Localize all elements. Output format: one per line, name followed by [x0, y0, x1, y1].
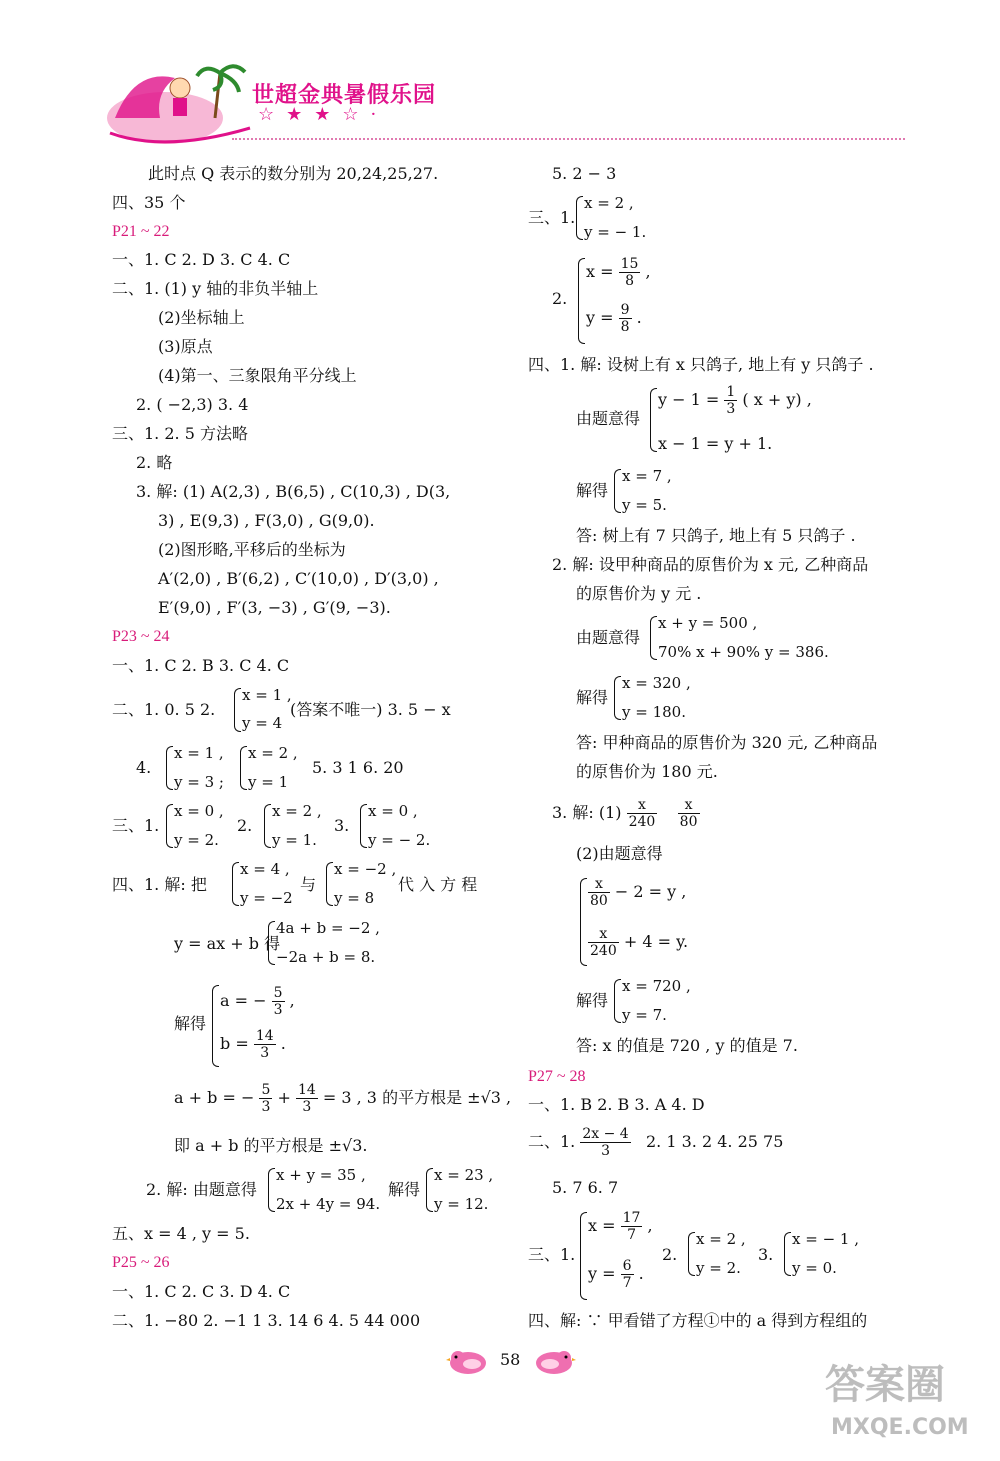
equation: y = −2 [240, 889, 293, 907]
text-line: 四、1. 解: 设树上有 x 只鸽子, 地上有 y 只鸽子 . [528, 355, 874, 374]
equation: y = 7. [622, 1006, 667, 1024]
denominator: 7 [622, 1275, 632, 1292]
text-line: 2. [552, 289, 568, 308]
text-line: (4)第一、三象限角平分线上 [158, 366, 357, 385]
text-line: 的原售价为 y 元 . [576, 584, 702, 603]
text-line: 解得 [388, 1180, 421, 1199]
denominator: 240 [590, 943, 617, 960]
text-line: 3. 解: (1) A(2,3) , B(6,5) , C(10,3) , D(3, [136, 482, 451, 501]
equation: x = 7 , [622, 467, 672, 485]
equation: y = 1. [272, 831, 317, 849]
equation: x + y = 35 , [276, 1166, 366, 1184]
brace [240, 746, 247, 790]
denominator: 3 [273, 1002, 283, 1019]
denominator: 8 [620, 319, 630, 336]
equation [528, 1126, 783, 1159]
eq-part: a = − [220, 991, 267, 1011]
fraction [588, 876, 610, 909]
eq-part: 2. 1 3. 2 4. 25 75 [645, 1132, 784, 1152]
text-line: 5. 7 6. 7 [552, 1178, 619, 1197]
equation: x + y = 500 , [658, 614, 758, 632]
brace [580, 878, 587, 966]
text-line: 2. 解: 由题意得 [146, 1180, 257, 1199]
eq-part: = 3 , 3 的平方根是 ±√3 , [322, 1088, 512, 1108]
text-line: 2. [662, 1245, 678, 1264]
equation: y = 5. [622, 496, 667, 514]
equation: y = 3 ; [174, 773, 224, 791]
watermark-url: MXQE.COM [831, 1415, 969, 1440]
denominator: 7 [627, 1227, 636, 1244]
equation [588, 1210, 653, 1243]
text-line: 三、1. [112, 816, 160, 835]
text-line: 答: 树上有 7 只鸽子, 地上有 5 只鸽子 . [576, 526, 856, 545]
eq-part: ( x + y) , [742, 390, 812, 410]
header-stars: ☆★★☆· [258, 104, 389, 125]
text-line: 二、1. −80 2. −1 1 3. 14 6 4. 5 44 000 [112, 1311, 421, 1330]
numerator: x [627, 797, 658, 814]
text-line: 2. 解: 设甲种商品的原售价为 x 元, 乙种商品 [552, 555, 869, 574]
text-line: 一、1. C 2. C 3. D 4. C [112, 1282, 291, 1301]
brace [166, 746, 173, 790]
text-line: 答: x 的值是 720 , y 的值是 7. [576, 1036, 798, 1055]
text-line: 代 入 方 程 [398, 875, 478, 894]
equation: 4a + b = −2 , [276, 919, 380, 937]
numerator: 14 [255, 1028, 274, 1044]
text-line: 由题意得 [576, 628, 641, 647]
header-title: 世超金典暑假乐园 [252, 83, 437, 108]
equation: −2a + b = 8. [276, 948, 376, 966]
equation: x − 1 = y + 1. [658, 434, 773, 453]
numerator: 14 [297, 1082, 316, 1098]
text-line: 一、1. C 2. D 3. C 4. C [112, 250, 291, 269]
eq-part: . [280, 1034, 286, 1054]
text-line: 由题意得 [576, 409, 641, 428]
brace [784, 1232, 791, 1276]
equation [658, 384, 812, 417]
brace [234, 688, 241, 732]
numerator: 9 [620, 302, 630, 318]
equation: x = 2 , [272, 802, 322, 820]
equation: x = 720 , [622, 977, 691, 995]
equation: y = 4 [242, 714, 283, 732]
denominator: 8 [625, 273, 634, 290]
equation: x = 1 , [174, 744, 224, 762]
text-line: 即 a + b 的平方根是 ±√3. [174, 1136, 368, 1155]
numerator: x [588, 876, 610, 893]
text-line: (2)坐标轴上 [158, 308, 245, 327]
header-mascot-illustration [105, 58, 255, 148]
text-line: 四、1. 解: 把 [112, 875, 207, 894]
numerator: 1 [726, 384, 736, 400]
numerator: 5 [261, 1082, 271, 1098]
denominator: 3 [601, 1143, 610, 1160]
eq-part: + 4 = y. [623, 932, 689, 952]
denominator: 3 [302, 1099, 312, 1116]
denominator: 3 [726, 401, 736, 418]
equation: y = − 1. [584, 223, 647, 241]
text-line: 的原售价为 180 元. [576, 762, 718, 781]
eq-part: . [638, 1264, 644, 1284]
brace [212, 985, 219, 1067]
text-line: 一、1. C 2. B 3. C 4. C [112, 656, 290, 675]
equation: x = 320 , [622, 674, 691, 692]
text-line: 二、1. (1) y 轴的非负半轴上 [112, 279, 319, 298]
eq-part: − 2 = y , [614, 882, 687, 902]
eq-part: a + b = − [174, 1088, 255, 1108]
text-line: 与 [300, 875, 317, 894]
equation: x = 2 , [248, 744, 298, 762]
text-line: 此时点 Q 表示的数分别为 20,24,25,27. [148, 164, 439, 183]
text-line: 4. [136, 758, 152, 777]
text-line: 3) , E(9,3) , F(3,0) , G(9,0). [158, 511, 375, 530]
text-line: 解得 [576, 688, 609, 707]
text-line: y = ax + b 得 [174, 934, 281, 953]
numerator: 5 [273, 985, 283, 1001]
denominator: 80 [679, 814, 698, 831]
equation [588, 1258, 644, 1291]
eq-part: 3. 解: (1) [552, 803, 622, 823]
eq-part: x = [586, 262, 614, 282]
text-line: (2)由题意得 [576, 844, 663, 863]
equation [588, 926, 688, 959]
brace [426, 1168, 433, 1212]
eq-part: y = [586, 308, 614, 328]
fraction [619, 302, 632, 335]
brace [614, 469, 621, 513]
equation: y = − 2. [368, 831, 431, 849]
brace [268, 921, 275, 965]
eq-part: 二、1. [528, 1132, 576, 1152]
text-line: 2. [237, 816, 253, 835]
brace [576, 196, 583, 240]
text-line: 3. [758, 1245, 774, 1264]
bird-icon [446, 1346, 488, 1380]
fraction [259, 1082, 272, 1115]
fraction [619, 256, 641, 289]
numerator: 6 [622, 1258, 632, 1274]
equation: y = 0. [792, 1259, 837, 1277]
numerator: 17 [622, 1210, 641, 1226]
equation: x = − 1 , [792, 1230, 859, 1248]
section-heading: P23 ~ 24 [112, 628, 170, 645]
denominator: 240 [628, 814, 656, 831]
text-line: 2. 略 [136, 453, 173, 472]
equation: y = 12. [434, 1195, 489, 1213]
equation: 2x + 4y = 94. [276, 1195, 381, 1213]
page-number: 58 [500, 1350, 521, 1369]
eq-part: x = [588, 1216, 616, 1236]
eq-part: y − 1 = [658, 390, 720, 410]
equation [220, 985, 295, 1018]
eq-part: . [636, 308, 642, 328]
equation: x = 0 , [174, 802, 224, 820]
brace [166, 804, 173, 848]
text-line: 5. 3 1 6. 20 [312, 758, 404, 777]
watermark-text: 答案圈 [825, 1362, 945, 1408]
text-line: E′(9,0) , F′(3, −3) , G′(9, −3). [158, 598, 391, 617]
brace [578, 258, 585, 344]
brace [650, 616, 657, 660]
text-line: (答案不唯一) 3. 5 − x [290, 700, 451, 719]
brace [580, 1212, 587, 1300]
equation [588, 876, 686, 909]
denominator: 80 [590, 893, 608, 910]
section-heading: P21 ~ 22 [112, 223, 170, 240]
equation: x = 2 , [584, 194, 634, 212]
fraction [724, 384, 737, 417]
equation: 70% x + 90% y = 386. [658, 643, 829, 661]
denominator: 3 [261, 1099, 271, 1116]
eq-part: , [289, 991, 295, 1011]
text-line: 三、1. [528, 1245, 576, 1264]
equation [174, 1082, 511, 1115]
equation: x = 1 , [242, 686, 292, 704]
equation: y = 2. [174, 831, 219, 849]
header-divider [232, 138, 905, 140]
watermark-logo [815, 1362, 985, 1445]
section-heading: P27 ~ 28 [528, 1068, 586, 1085]
text-line: (3)原点 [158, 337, 213, 356]
equation [220, 1028, 286, 1061]
text-line: 四、35 个 [112, 193, 186, 212]
numerator: x [678, 797, 700, 814]
text-line: (2)图形略,平移后的坐标为 [158, 540, 346, 559]
equation [552, 797, 700, 830]
eq-part: , [647, 1216, 653, 1236]
brace [614, 676, 621, 720]
text-line: 5. 2 − 3 [552, 164, 617, 183]
text-line: A′(2,0) , B′(6,2) , C′(10,0) , D′(3,0) , [158, 569, 439, 588]
eq-part: + [277, 1088, 291, 1108]
brace [688, 1232, 695, 1276]
fraction [580, 1126, 630, 1159]
equation: x = 4 , [240, 860, 290, 878]
fraction [621, 1210, 643, 1243]
text-line: 三、1. 2. 5 方法略 [112, 424, 248, 443]
text-line: 答: 甲种商品的原售价为 320 元, 乙种商品 [576, 733, 878, 752]
equation: x = −2 , [334, 860, 397, 878]
fraction [588, 926, 619, 959]
brace [268, 1168, 275, 1212]
brace [326, 862, 333, 906]
numerator: x [588, 926, 619, 943]
brace [232, 862, 239, 906]
brace [264, 804, 271, 848]
equation: y = 180. [622, 703, 686, 721]
text-line: 五、x = 4 , y = 5. [112, 1224, 250, 1243]
numerator: 2x − 4 [582, 1126, 629, 1142]
equation: x = 2 , [696, 1230, 746, 1248]
denominator: 3 [260, 1045, 270, 1062]
eq-part: b = [220, 1034, 249, 1054]
text-line: 3. [334, 816, 350, 835]
equation [586, 256, 651, 289]
fraction [272, 985, 285, 1018]
equation: x = 23 , [434, 1166, 494, 1184]
text-line: 四、解: ∵ 甲看错了方程①中的 a 得到方程组的 [528, 1311, 868, 1330]
fraction [678, 797, 700, 830]
brace [360, 804, 367, 848]
eq-part: y = [588, 1264, 616, 1284]
brace [614, 979, 621, 1023]
brace [650, 388, 657, 452]
equation: x = 0 , [368, 802, 418, 820]
bird-icon [534, 1346, 576, 1380]
text-line: 二、1. 0. 5 2. [112, 700, 216, 719]
fraction [627, 797, 658, 830]
eq-part: , [645, 262, 651, 282]
text-line: 解得 [576, 991, 609, 1010]
equation: y = 2. [696, 1259, 741, 1277]
fraction [296, 1082, 318, 1115]
fraction [621, 1258, 634, 1291]
equation: y = 1 [248, 773, 289, 791]
text-line: 一、1. B 2. B 3. A 4. D [528, 1095, 705, 1114]
numerator: 15 [620, 256, 639, 272]
text-line: 解得 [174, 1014, 207, 1033]
fraction [254, 1028, 276, 1061]
equation: y = 8 [334, 889, 375, 907]
text-line: 2. ( −2,3) 3. 4 [136, 395, 249, 414]
text-line: 三、1. [528, 208, 576, 227]
section-heading: P25 ~ 26 [112, 1254, 170, 1271]
text-line: 解得 [576, 481, 609, 500]
equation [586, 302, 642, 335]
